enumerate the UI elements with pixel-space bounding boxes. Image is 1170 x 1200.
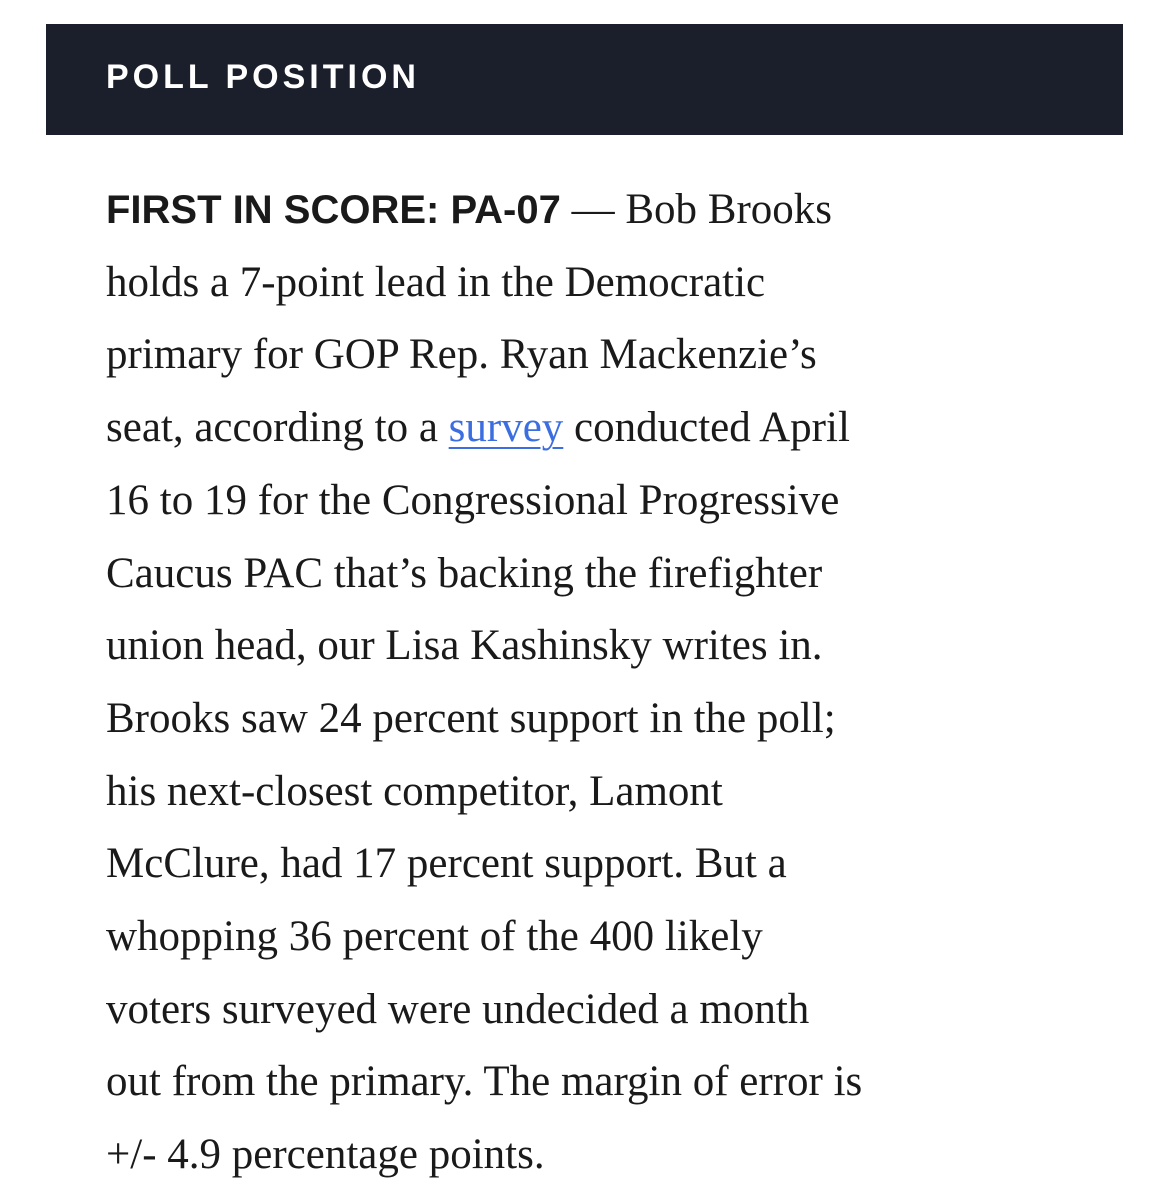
article-line-5: 16 to 19 for the Congressional Progressive <box>106 476 840 524</box>
article-line-11: whopping 36 percent of the 400 likely <box>106 913 763 961</box>
article-line-8: Brooks saw 24 percent support in the poll; <box>106 694 836 742</box>
article-line-7: union head, our Lisa Kashinsky writes in. <box>106 622 823 670</box>
article-line-9: his next-closest competitor, Lamont <box>106 767 723 815</box>
article-kicker: FIRST IN SCORE: PA-07 <box>106 188 561 232</box>
section-title: POLL POSITION <box>106 58 420 96</box>
article-paragraph <box>106 174 1106 1192</box>
article-line-14: +/- 4.9 percentage points. <box>106 1131 545 1179</box>
article-line-12: voters surveyed were undecided a month <box>106 985 810 1033</box>
article-line-2: holds a 7-point lead in the Democratic <box>106 258 766 306</box>
article-line-10: McClure, had 17 percent support. But a <box>106 840 787 888</box>
article-line-1: Bob Brooks <box>625 186 833 233</box>
kicker-dash: — <box>560 186 626 233</box>
article-line-4-end: conducted April <box>563 404 850 452</box>
article-line-4-start: seat, according to a <box>106 404 449 452</box>
article-line-6: Caucus PAC that’s backing the firefighter <box>106 549 823 597</box>
section-header <box>46 24 1123 135</box>
article-line-13: out from the primary. The margin of error is <box>106 1058 863 1106</box>
survey-link[interactable]: survey <box>448 404 564 452</box>
article-line-3: primary for GOP Rep. Ryan Mackenzie’s <box>106 331 817 379</box>
